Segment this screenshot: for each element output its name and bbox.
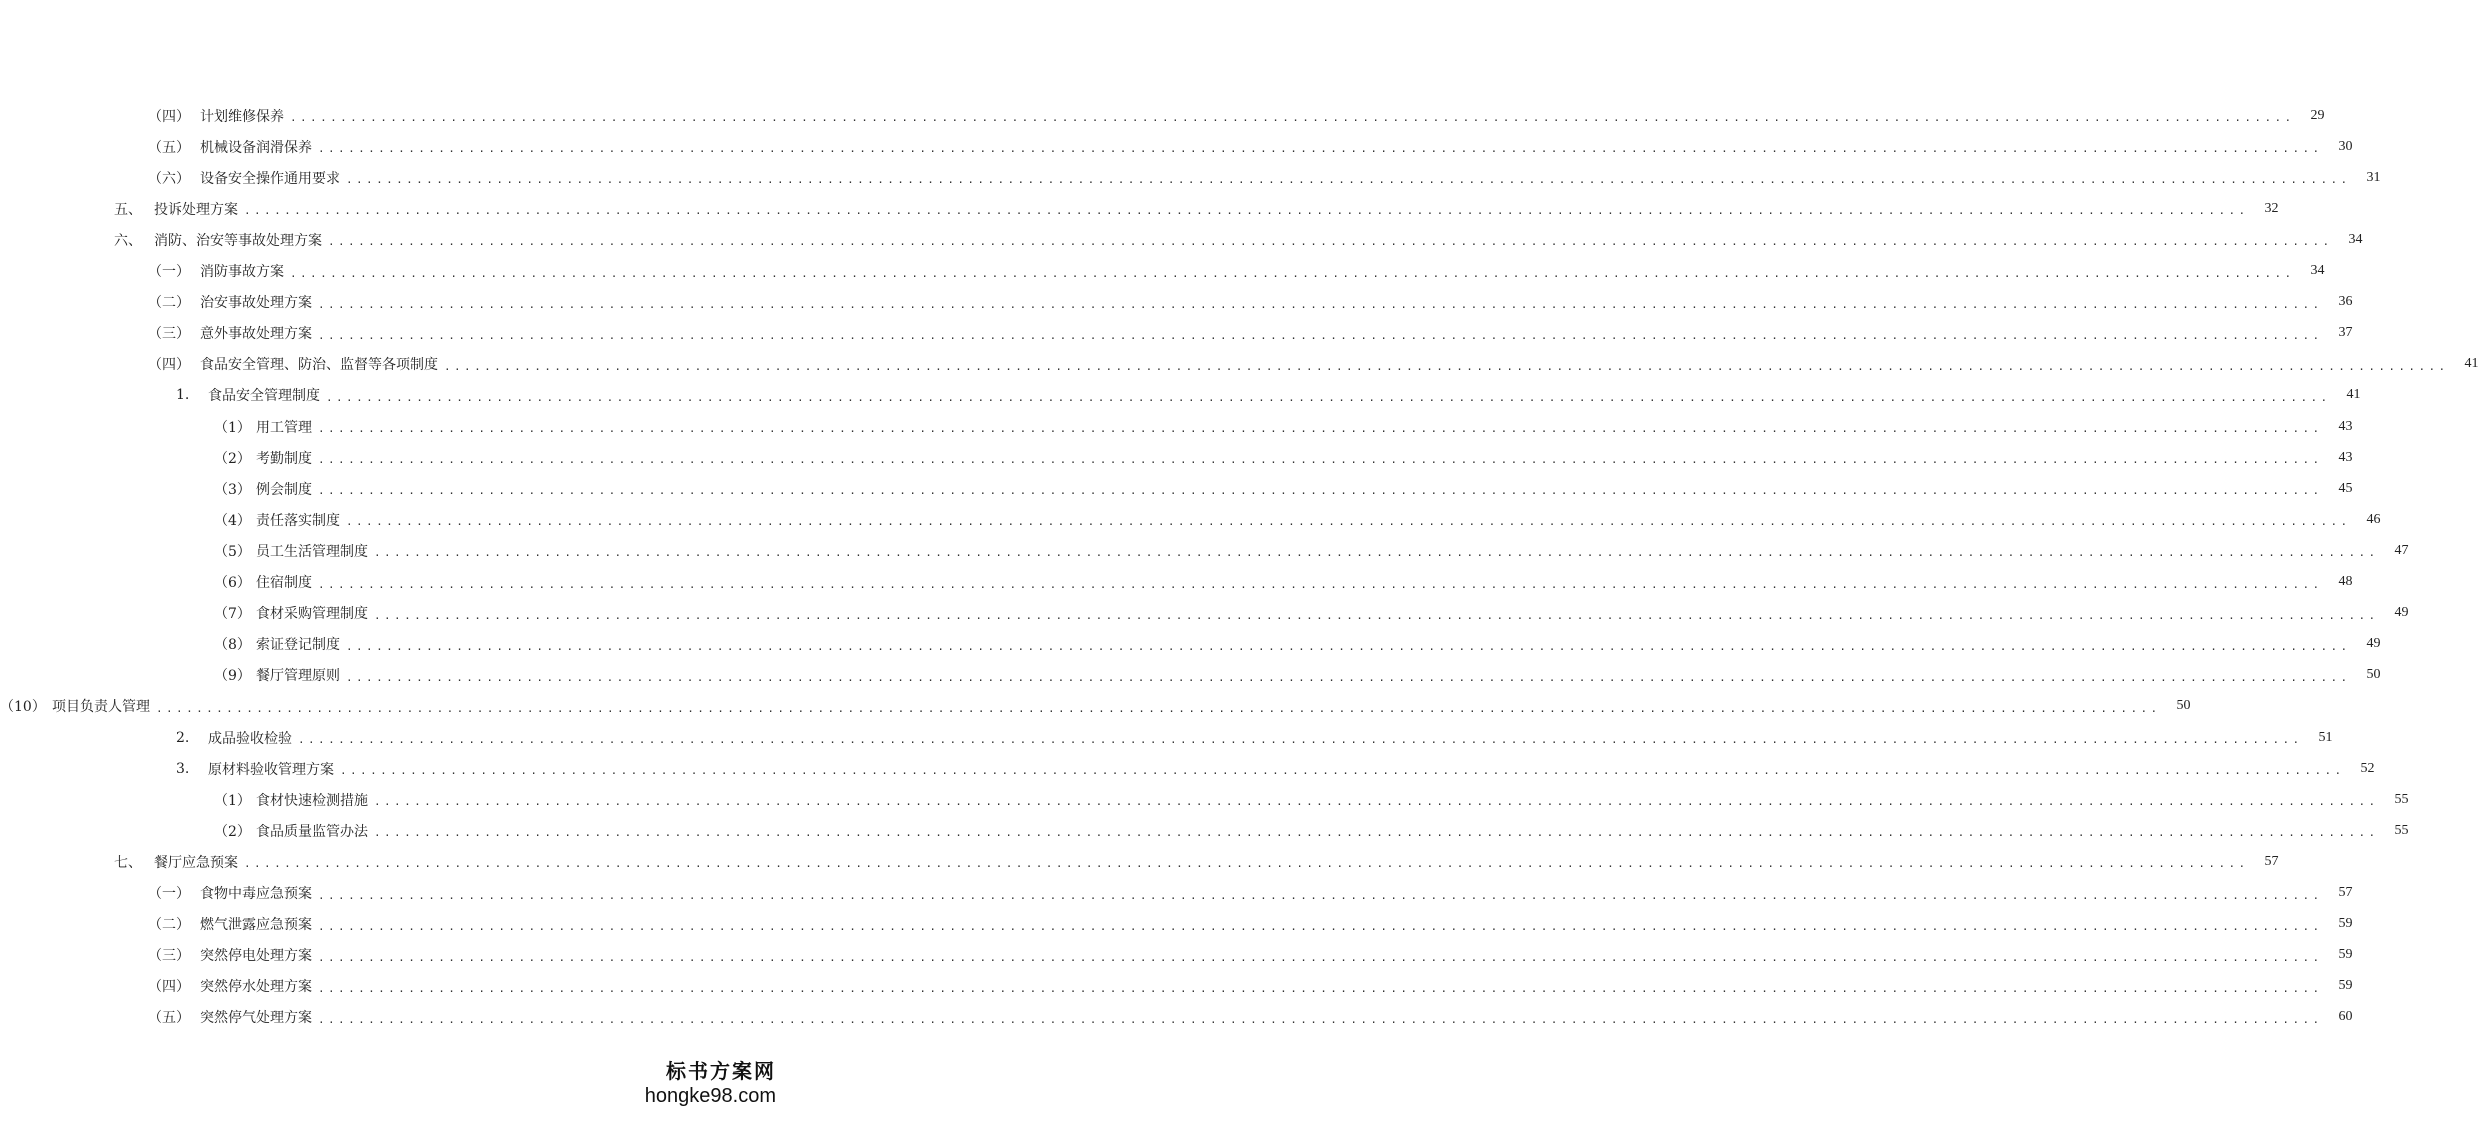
toc-entry[interactable]	[0, 473, 2353, 504]
toc-entry-number: 五、	[114, 201, 142, 218]
toc-entry-number: （五）	[148, 1010, 190, 1027]
toc-entry-title: 食材采购管理制度	[256, 606, 368, 623]
toc-entry-page-number: 43	[2338, 418, 2353, 434]
toc-entry[interactable]	[0, 287, 2353, 318]
toc-entry-page-number: 32	[2264, 200, 2279, 216]
toc-entry-number: （一）	[148, 264, 190, 280]
toc-entry-page-number: 59	[2338, 978, 2353, 994]
toc-entry-number: （四）	[148, 357, 190, 374]
toc-entry-page-number: 59	[2338, 916, 2353, 932]
toc-dot-leader: ........................................................................................................................................................................................................	[298, 733, 2303, 746]
toc-entry-number: 3.	[176, 760, 190, 777]
toc-entry-title: 食品安全管理制度	[208, 388, 320, 405]
toc-entry-title: 燃气泄露应急预案	[200, 917, 312, 934]
toc-dot-leader: ........................................................................................................................................................................................................	[318, 142, 2323, 156]
toc-dot-leader: ........................................................................................................................................................................................................	[374, 795, 2379, 809]
site-watermark	[626, 1058, 776, 1108]
toc-entry-page-number: 30	[2338, 138, 2353, 154]
toc-dot-leader: ........................................................................................................................................................................................................	[318, 328, 2323, 342]
toc-entry-number: （六）	[148, 170, 190, 187]
toc-dot-leader: ........................................................................................................................................................................................................	[244, 857, 2249, 871]
toc-dot-leader: ........................................................................................................................................................................................................	[318, 1012, 2323, 1026]
toc-entry-page-number: 59	[2338, 947, 2353, 963]
toc-entry[interactable]	[0, 629, 2381, 660]
toc-entry[interactable]	[0, 504, 2381, 535]
toc-dot-leader: ........................................................................................................................................................................................................	[346, 670, 2351, 684]
toc-entry[interactable]	[0, 224, 2363, 255]
toc-entry-number: （4）	[214, 512, 251, 529]
toc-dot-leader: ........................................................................................................................................................................................................	[346, 173, 2351, 187]
toc-dot-leader: ........................................................................................................................................................................................................	[346, 515, 2351, 529]
toc-entry[interactable]	[0, 193, 2279, 224]
toc-entry-page-number: 51	[2318, 729, 2333, 745]
toc-entry-title: 食品质量监管办法	[256, 823, 368, 840]
toc-dot-leader: ........................................................................................................................................................................................................	[318, 297, 2323, 311]
toc-entry-title: 住宿制度	[256, 575, 312, 591]
toc-entry-page-number: 57	[2264, 853, 2279, 869]
toc-entry[interactable]	[0, 940, 2353, 971]
toc-entry[interactable]	[0, 349, 2479, 380]
toc-entry-number: （一）	[148, 886, 190, 902]
toc-entry-page-number: 45	[2338, 480, 2353, 496]
toc-dot-leader: ........................................................................................................................................................................................................	[244, 204, 2249, 218]
toc-entry-page-number: 41	[2464, 356, 2479, 372]
toc-entry-title: 食品安全管理、防治、监督等各项制度	[200, 357, 438, 374]
toc-entry-title: 食物中毒应急预案	[200, 886, 312, 902]
toc-entry-number: （8）	[214, 637, 251, 654]
toc-entry-page-number: 29	[2310, 107, 2325, 123]
toc-entry-number: 六、	[114, 232, 142, 249]
toc-entry-page-number: 57	[2338, 885, 2353, 900]
toc-dot-leader: ........................................................................................................................................................................................................	[318, 453, 2323, 467]
toc-entry[interactable]	[0, 318, 2353, 349]
toc-entry-title: 原材料验收管理方案	[208, 761, 334, 778]
toc-entry-page-number: 60	[2338, 1009, 2353, 1025]
toc-dot-leader: ........................................................................................................................................................................................................	[318, 888, 2323, 902]
toc-entry-page-number: 36	[2338, 294, 2353, 310]
toc-entry[interactable]	[0, 878, 2353, 909]
toc-entry-title: 餐厅应急预案	[154, 854, 238, 871]
toc-dot-leader: ........................................................................................................................................................................................................	[340, 764, 2345, 778]
toc-dot-leader: ........................................................................................................................................................................................................	[318, 950, 2323, 964]
toc-entry-number: （四）	[148, 979, 190, 996]
toc-entry-title: 投诉处理方案	[154, 201, 238, 218]
toc-entry[interactable]	[0, 753, 2375, 784]
toc-entry[interactable]	[0, 784, 2409, 815]
toc-entry-number: （五）	[148, 139, 190, 156]
toc-entry-page-number: 52	[2360, 760, 2375, 776]
toc-entry-number: （5）	[214, 543, 251, 560]
toc-entry-page-number: 55	[2394, 791, 2409, 807]
toc-entry-title: 食材快速检测措施	[256, 792, 368, 809]
toc-entry-page-number: 49	[2394, 605, 2409, 621]
toc-entry-title: 员工生活管理制度	[256, 543, 368, 560]
toc-entry-number: （三）	[148, 326, 190, 343]
toc-entry-page-number: 49	[2366, 636, 2381, 652]
toc-entry-title: 突然停电处理方案	[200, 948, 312, 965]
toc-entry[interactable]	[0, 846, 2279, 877]
toc-entry-number: （三）	[148, 948, 190, 965]
toc-entry-title: 消防事故方案	[200, 264, 284, 280]
toc-entry-number: （2）	[214, 450, 251, 467]
toc-dot-leader: ........................................................................................................................................................................................................	[318, 981, 2323, 995]
toc-entry[interactable]	[0, 411, 2353, 442]
toc-dot-leader: ........................................................................................................................................................................................................	[290, 111, 2295, 124]
toc-entry-number: （10）	[0, 699, 46, 716]
toc-entry-title: 设备安全操作通用要求	[200, 170, 340, 187]
toc-entry-number: （1）	[214, 419, 251, 436]
toc-entry-title: 成品验收检验	[208, 730, 292, 747]
toc-entry-number: （二）	[148, 917, 190, 934]
toc-entry[interactable]	[0, 442, 2353, 473]
toc-entry-page-number: 50	[2176, 698, 2191, 714]
toc-entry-title: 消防、治安等事故处理方案	[154, 232, 322, 249]
toc-entry[interactable]	[0, 131, 2353, 162]
toc-entry[interactable]	[0, 598, 2409, 629]
toc-entry-title: 计划维修保养	[200, 108, 284, 125]
toc-dot-leader: ........................................................................................................................................................................................................	[374, 546, 2379, 560]
toc-dot-leader: ........................................................................................................................................................................................................	[328, 235, 2333, 249]
toc-entry-number: （四）	[148, 108, 190, 125]
toc-entry-page-number: 34	[2310, 263, 2325, 278]
toc-entry-number: （3）	[214, 481, 251, 498]
toc-entry-page-number: 55	[2394, 822, 2409, 838]
toc-entry-title: 意外事故处理方案	[200, 326, 312, 343]
toc-entry[interactable]	[0, 380, 2361, 411]
toc-entry-title: 考勤制度	[256, 450, 312, 467]
toc-dot-leader: ........................................................................................................................................................................................................	[374, 826, 2379, 840]
toc-dot-leader: ........................................................................................................................................................................................................	[374, 608, 2379, 622]
toc-entry[interactable]	[0, 660, 2381, 691]
toc-entry-page-number: 50	[2366, 667, 2381, 683]
toc-entry-number: （9）	[214, 668, 251, 685]
toc-dot-leader: ........................................................................................................................................................................................................	[318, 484, 2323, 498]
toc-entry-title: 用工管理	[256, 419, 312, 436]
toc-entry[interactable]	[0, 722, 2333, 753]
toc-entry-title: 突然停水处理方案	[200, 979, 312, 996]
toc-entry-number: （1）	[214, 792, 251, 809]
watermark-domain-text: hongke98.com	[644, 1085, 776, 1107]
toc-entry-number: 七、	[114, 854, 142, 871]
toc-dot-leader: ........................................................................................................................................................................................................	[156, 701, 2161, 715]
toc-entry-number: （6）	[214, 575, 251, 591]
toc-entry-page-number: 47	[2394, 542, 2409, 558]
toc-entry-number: （2）	[214, 823, 251, 840]
toc-entry-title: 责任落实制度	[256, 512, 340, 529]
toc-dot-leader: ........................................................................................................................................................................................................	[290, 266, 2295, 280]
toc-entry-page-number: 43	[2338, 449, 2353, 465]
toc-entry-number: （7）	[214, 606, 251, 623]
toc-entry-title: 索证登记制度	[256, 637, 340, 654]
toc-dot-leader: ........................................................................................................................................................................................................	[444, 359, 2449, 373]
toc-entry[interactable]	[0, 100, 2325, 131]
toc-dot-leader: ........................................................................................................................................................................................................	[318, 422, 2323, 435]
toc-dot-leader: ........................................................................................................................................................................................................	[346, 639, 2351, 653]
toc-entry[interactable]	[0, 256, 2325, 287]
toc-entry-page-number: 48	[2338, 574, 2353, 589]
toc-entry[interactable]	[0, 909, 2353, 940]
toc-entry-number: 1.	[176, 387, 190, 404]
toc-entry-page-number: 34	[2348, 231, 2363, 247]
toc-entry-page-number: 41	[2346, 387, 2361, 403]
watermark-chinese-text: 标书方案网	[666, 1059, 776, 1083]
toc-entry-title: 餐厅管理原则	[256, 668, 340, 685]
toc-entry-number: 2.	[176, 729, 190, 746]
toc-entry[interactable]	[0, 162, 2381, 193]
toc-entry-page-number: 37	[2338, 325, 2353, 341]
toc-entry-page-number: 46	[2366, 511, 2381, 527]
toc-entry-title: 突然停气处理方案	[200, 1010, 312, 1027]
toc-entry-title: 例会制度	[256, 481, 312, 498]
toc-entry-title: 项目负责人管理	[52, 699, 150, 716]
toc-dot-leader: ........................................................................................................................................................................................................	[318, 577, 2323, 591]
toc-entry[interactable]	[0, 691, 2191, 722]
toc-entry-title: 机械设备润滑保养	[200, 139, 312, 156]
toc-entry[interactable]	[0, 971, 2353, 1002]
toc-entry[interactable]	[0, 535, 2409, 566]
toc-entry-title: 治安事故处理方案	[200, 295, 312, 312]
toc-entry-page-number: 31	[2366, 169, 2381, 185]
toc-entry[interactable]	[0, 567, 2353, 598]
toc-entry[interactable]	[0, 1002, 2353, 1033]
toc-dot-leader: ........................................................................................................................................................................................................	[318, 919, 2323, 933]
toc-entry[interactable]	[0, 815, 2409, 846]
toc-entry-number: （二）	[148, 295, 190, 312]
toc-dot-leader: ........................................................................................................................................................................................................	[326, 390, 2331, 404]
